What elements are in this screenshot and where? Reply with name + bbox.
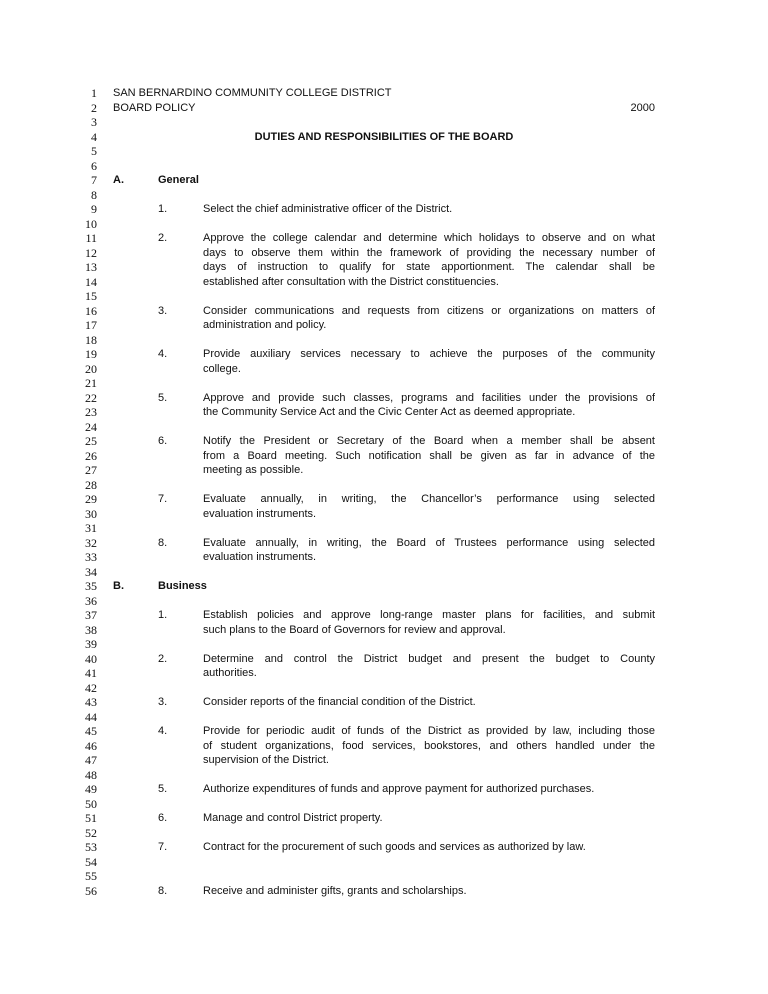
item-text-continuation: evaluation instruments. — [203, 507, 317, 520]
item-text: Notify the President or Secretary of the Board when a member shall be absent — [203, 435, 655, 447]
line-content — [113, 507, 655, 522]
item-text: Select the chief administrative officer of the District. — [203, 203, 453, 215]
line-number: 35 — [85, 579, 97, 593]
line-content — [113, 695, 655, 710]
doc-line — [0, 768, 768, 783]
doc-line — [0, 884, 768, 899]
line-content — [113, 246, 655, 261]
line-number: 53 — [85, 840, 97, 854]
line-content — [113, 478, 655, 493]
item-text-continuation: college. — [203, 362, 241, 375]
line-number: 19 — [85, 347, 97, 361]
line-content — [113, 855, 655, 870]
line-number: 29 — [85, 492, 97, 506]
doc-line — [0, 521, 768, 536]
doc-line — [0, 608, 768, 623]
line-content — [113, 782, 655, 797]
section-letter: A. — [113, 174, 124, 186]
line-number: 2 — [91, 100, 97, 115]
line-number: 55 — [85, 869, 97, 883]
line-number: 44 — [85, 709, 97, 724]
line-content — [113, 144, 655, 159]
doc-line — [0, 869, 768, 884]
line-number: 47 — [85, 753, 97, 767]
line-number: 39 — [85, 637, 97, 651]
line-number: 34 — [85, 564, 97, 579]
item-number: 8. — [158, 536, 168, 549]
line-content — [113, 579, 655, 594]
line-content — [113, 376, 655, 391]
item-number: 6. — [158, 435, 168, 447]
line-number: 12 — [85, 245, 97, 260]
line-number: 50 — [85, 796, 97, 811]
doc-line — [0, 724, 768, 739]
line-number: 16 — [85, 303, 97, 318]
line-content — [113, 550, 655, 565]
item-number: 3. — [158, 304, 168, 317]
line-number: 48 — [85, 767, 97, 782]
doc-line — [0, 231, 768, 246]
item-text-continuation: such plans to the Board of Governors for review and approval. — [203, 623, 506, 636]
line-content — [113, 797, 655, 812]
doc-line — [0, 362, 768, 377]
line-content — [113, 420, 655, 435]
doc-line — [0, 318, 768, 333]
line-number: 1 — [91, 86, 97, 100]
line-number: 11 — [85, 231, 97, 245]
section-title: Business — [158, 580, 207, 592]
item-text: Contract for the procurement of such goods and services as authorized by law. — [203, 841, 586, 853]
line-number: 38 — [85, 622, 97, 637]
item-text-continuation: supervision of the District. — [203, 754, 329, 766]
doc-line — [0, 840, 768, 855]
doc-line — [0, 695, 768, 710]
line-content — [113, 289, 655, 304]
line-number: 46 — [85, 738, 97, 753]
item-text: Establish policies and approve long-range master plans for facilities, and submit — [203, 609, 655, 621]
line-number: 23 — [85, 405, 97, 419]
doc-line — [0, 434, 768, 449]
doc-line — [0, 246, 768, 261]
line-content — [113, 869, 655, 884]
line-number: 22 — [85, 390, 97, 405]
section-a-heading — [0, 173, 768, 188]
item-number: 3. — [158, 696, 168, 708]
doc-line — [0, 449, 768, 464]
line-number: 15 — [85, 289, 97, 303]
doc-line — [0, 275, 768, 290]
line-content — [113, 840, 655, 855]
doc-line — [0, 144, 768, 159]
line-number: 32 — [85, 535, 97, 550]
item-text: Authorize expenditures of funds and approve payment for authorized purchases. — [203, 783, 595, 795]
doc-line — [0, 115, 768, 130]
line-number: 28 — [85, 477, 97, 492]
line-content — [113, 753, 655, 768]
item-number: 7. — [158, 493, 168, 505]
line-number: 5 — [91, 144, 97, 158]
line-content — [113, 608, 655, 623]
section-b-heading — [0, 579, 768, 594]
doc-line — [0, 536, 768, 551]
doc-line — [0, 376, 768, 391]
line-content — [113, 710, 655, 725]
line-number: 30 — [85, 506, 97, 521]
line-number: 33 — [85, 550, 97, 564]
line-number: 37 — [85, 608, 97, 622]
doc-line — [0, 637, 768, 652]
line-content — [113, 173, 655, 188]
doc-line — [0, 666, 768, 681]
document-title — [0, 130, 768, 145]
doc-line — [0, 782, 768, 797]
doc-line — [0, 405, 768, 420]
line-number: 20 — [85, 361, 97, 376]
line-content — [113, 231, 655, 246]
line-number: 21 — [85, 376, 97, 390]
line-content — [113, 565, 655, 580]
line-content — [113, 666, 655, 681]
item-number: 1. — [158, 203, 168, 215]
line-content — [113, 826, 655, 841]
doc-line — [0, 753, 768, 768]
doc-line — [0, 739, 768, 754]
line-content — [113, 333, 655, 348]
line-content — [113, 739, 655, 754]
item-number: 5. — [158, 783, 168, 795]
doc-line — [0, 159, 768, 174]
doc-line — [0, 202, 768, 217]
item-text-continuation: administration and policy. — [203, 319, 327, 331]
line-number: 9 — [91, 202, 97, 216]
section-title: General — [158, 174, 199, 186]
doc-line — [0, 652, 768, 667]
item-number: 4. — [158, 348, 168, 360]
line-content — [113, 681, 655, 696]
line-content — [113, 188, 655, 203]
line-content — [113, 623, 655, 638]
line-number: 45 — [85, 724, 97, 738]
item-number: 7. — [158, 841, 168, 853]
item-text: Approve the college calendar and determine which holidays to observe and on what — [203, 232, 655, 244]
item-text: Approve and provide such classes, programs and facilities under the provisions of — [203, 391, 655, 404]
line-content — [113, 260, 655, 275]
doc-line — [0, 289, 768, 304]
doc-line — [0, 623, 768, 638]
item-number: 4. — [158, 725, 168, 737]
line-number: 51 — [85, 811, 97, 825]
line-content: SAN BERNARDINO COMMUNITY COLLEGE DISTRICT — [113, 87, 392, 99]
document-body — [0, 86, 768, 898]
doc-line — [0, 681, 768, 696]
doc-line — [0, 507, 768, 522]
line-content — [113, 391, 655, 406]
line-number: 56 — [85, 883, 97, 898]
line-number: 27 — [85, 463, 97, 477]
line-content — [113, 449, 655, 464]
item-number: 6. — [158, 812, 168, 824]
line-content — [113, 768, 655, 783]
line-content — [113, 884, 655, 899]
line-number: 3 — [91, 115, 97, 129]
line-number: 36 — [85, 593, 97, 608]
line-content — [113, 463, 655, 478]
line-content — [113, 202, 655, 217]
line-content — [113, 536, 655, 551]
doc-line — [0, 463, 768, 478]
line-number: 42 — [85, 680, 97, 695]
item-text: Provide auxiliary services necessary to achieve the purposes of the community — [203, 348, 655, 360]
line-content — [113, 115, 655, 130]
doc-line — [0, 304, 768, 319]
item-text: Evaluate annually, in writing, the Chancellor’s performance using selected — [203, 493, 655, 505]
doc-line — [0, 565, 768, 580]
item-number: 2. — [158, 232, 168, 244]
section-letter: B. — [113, 580, 124, 592]
line-number: 41 — [85, 666, 97, 680]
doc-line — [0, 492, 768, 507]
line-number: 10 — [85, 216, 97, 231]
line-content — [113, 637, 655, 652]
line-number: 6 — [91, 158, 97, 173]
line-number: 18 — [85, 332, 97, 347]
district-name — [0, 86, 768, 101]
item-text: Receive and administer gifts, grants and scholarships. — [203, 884, 467, 897]
line-content — [113, 405, 655, 420]
item-text-continuation: authorities. — [203, 667, 257, 679]
doc-line — [0, 710, 768, 725]
item-number: 5. — [158, 391, 168, 404]
line-number: 54 — [85, 854, 97, 869]
line-content — [113, 304, 655, 319]
item-text-continuation: from a Board meeting. Such notification shall be given as far in advance of the — [203, 449, 655, 462]
doc-line — [0, 826, 768, 841]
line-number: 17 — [85, 318, 97, 332]
doc-line — [0, 478, 768, 493]
line-content — [113, 217, 655, 232]
policy-number: 2000 — [630, 101, 655, 114]
item-number: 2. — [158, 652, 168, 665]
line-content: DUTIES AND RESPONSIBILITIES OF THE BOARD — [254, 130, 514, 143]
policy-header — [0, 101, 768, 116]
line-content — [113, 594, 655, 609]
line-number: 14 — [85, 274, 97, 289]
doc-line — [0, 855, 768, 870]
doc-line — [0, 811, 768, 826]
line-content — [113, 318, 655, 333]
item-text-continuation: the Community Service Act and the Civic Center Act as deemed appropriate. — [203, 406, 576, 418]
item-text-continuation: days of instruction to qualify for state apportionment. The calendar shall be — [203, 261, 655, 273]
line-number: 25 — [85, 434, 97, 448]
line-number: 24 — [85, 419, 97, 434]
doc-line — [0, 333, 768, 348]
line-content — [113, 275, 655, 290]
line-number: 43 — [85, 695, 97, 709]
line-content — [113, 362, 655, 377]
doc-line — [0, 217, 768, 232]
line-content — [113, 492, 655, 507]
line-number: 49 — [85, 782, 97, 796]
item-text-continuation: of student organizations, food services, bookstores, and others handled under the — [203, 739, 655, 752]
line-number: 31 — [85, 521, 97, 535]
line-content — [113, 811, 655, 826]
board-policy-label: BOARD POLICY — [113, 101, 196, 114]
line-number: 40 — [85, 651, 97, 666]
line-number: 26 — [85, 448, 97, 463]
line-content — [113, 159, 655, 174]
line-content — [113, 652, 655, 667]
line-number: 8 — [91, 187, 97, 202]
doc-line — [0, 594, 768, 609]
line-content — [113, 101, 655, 116]
line-content — [113, 521, 655, 536]
line-number: 52 — [85, 825, 97, 840]
doc-line — [0, 420, 768, 435]
line-content — [113, 347, 655, 362]
item-number: 8. — [158, 884, 168, 897]
doc-line — [0, 391, 768, 406]
doc-line — [0, 550, 768, 565]
item-text-continuation: meeting as possible. — [203, 464, 304, 476]
item-text: Consider reports of the financial condition of the District. — [203, 696, 476, 708]
doc-line — [0, 188, 768, 203]
item-text: Evaluate annually, in writing, the Board of Trustees performance using selected — [203, 536, 655, 549]
doc-line — [0, 260, 768, 275]
item-text-continuation: evaluation instruments. — [203, 551, 317, 563]
doc-line — [0, 347, 768, 362]
item-text-continuation: days to observe them within the framework of providing the necessary number of — [203, 246, 655, 259]
item-text-continuation: established after consultation with the District constituencies. — [203, 275, 499, 288]
doc-line — [0, 797, 768, 812]
line-content — [113, 434, 655, 449]
item-text: Determine and control the District budget and present the budget to County — [203, 652, 655, 665]
item-text: Provide for periodic audit of funds of the District as provided by law, including those — [203, 725, 655, 737]
item-text: Manage and control District property. — [203, 812, 383, 824]
line-number: 7 — [91, 173, 97, 187]
line-content — [113, 724, 655, 739]
line-number: 13 — [85, 260, 97, 274]
item-text: Consider communications and requests from citizens or organizations on matters of — [203, 304, 655, 317]
item-number: 1. — [158, 609, 168, 621]
line-number: 4 — [91, 129, 97, 144]
